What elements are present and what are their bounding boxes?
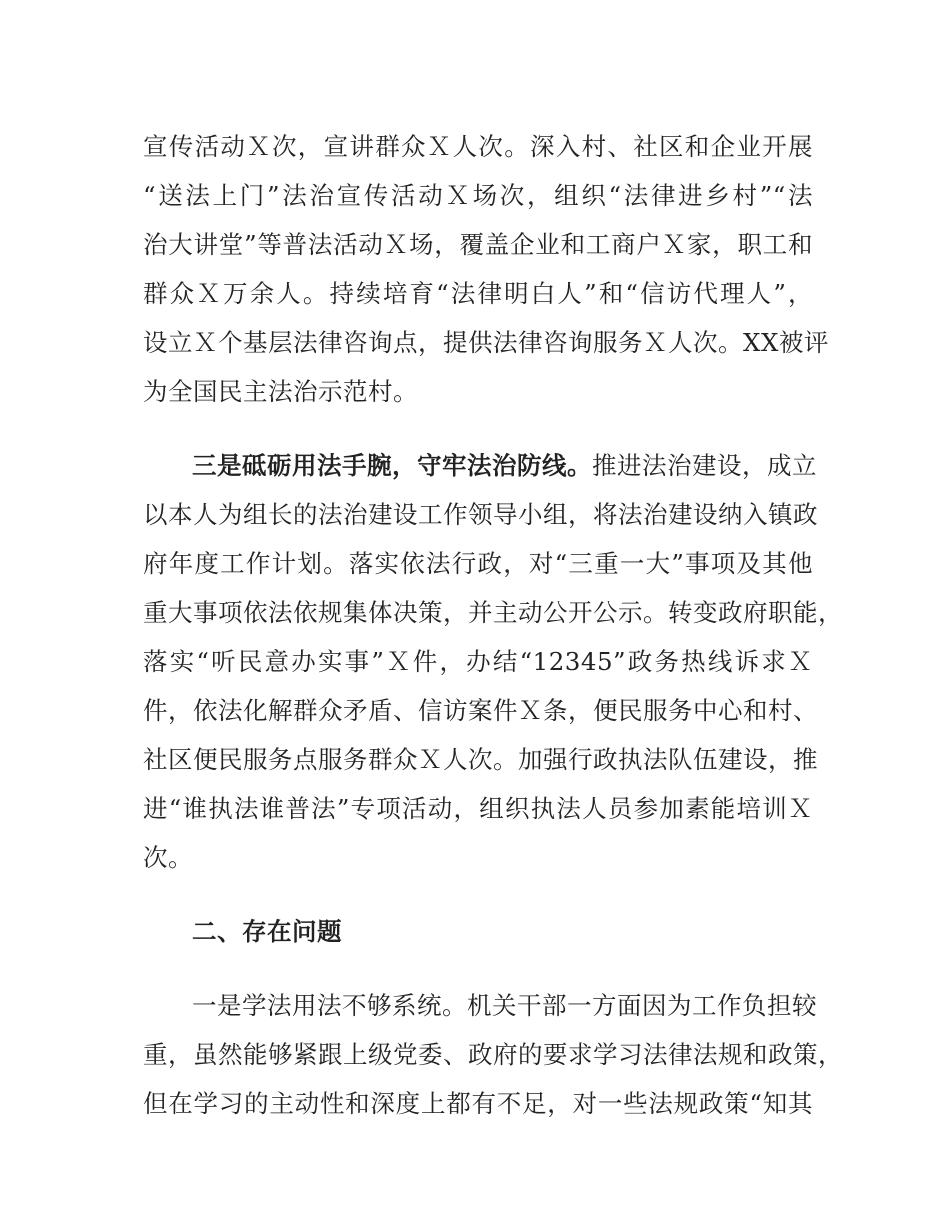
paragraph-first-line xyxy=(143,441,817,490)
paragraph-spacer xyxy=(143,956,813,981)
paragraph-line: 重大事项依法依规集体决策，并主动公开公示。转变政府职能， xyxy=(143,598,843,627)
paragraph-bold-lead: 三是砥砺用法手腕，守牢法治防线。 xyxy=(192,451,592,480)
paragraph-line: 重，虽然能够紧跟上级党委、政府的要求学习法律法规和政策， xyxy=(143,1040,843,1069)
paragraph-line: 社区便民服务点服务群众Ｘ人次。加强行政执法队伍建设，推 xyxy=(143,745,818,774)
document-body xyxy=(143,122,843,1128)
section-heading: 二、存在问题 xyxy=(192,917,342,946)
paragraph-line: 次。 xyxy=(143,843,193,872)
paragraph-line: 府年度工作计划。落实依法行政，对“三重一大”事项及其他 xyxy=(143,549,813,578)
paragraph-line: 进“谁执法谁普法”专项活动，组织执法人员参加素能培训Ｘ xyxy=(143,794,813,823)
paragraph-line: 治大讲堂”等普法活动Ｘ场，覆盖企业和工商户Ｘ家，职工和 xyxy=(143,230,813,259)
paragraph-first-line: 一是学法用法不够系统。机关干部一方面因为工作负担较 xyxy=(192,991,817,1020)
paragraph-line: 落实“听民意办实事”Ｘ件，办结“12345”政务热线诉求Ｘ xyxy=(143,647,813,676)
paragraph-rule-of-law-defense xyxy=(143,441,843,882)
paragraph-existing-problems xyxy=(143,981,843,1128)
paragraph-publicity-results xyxy=(143,122,829,416)
paragraph-line: 以本人为组长的法治建设工作领导小组，将法治建设纳入镇政 xyxy=(143,500,818,529)
paragraph-line-rest: 推进法治建设，成立 xyxy=(592,451,817,480)
paragraph-line: 宣传活动Ｘ次，宣讲群众Ｘ人次。深入村、社区和企业开展 xyxy=(143,132,813,161)
paragraph-line: 群众Ｘ万余人。持续培育“法律明白人”和“信访代理人”， xyxy=(143,279,813,308)
paragraph-line: 但在学习的主动性和深度上都有不足，对一些法规政策“知其 xyxy=(143,1089,813,1118)
paragraph-spacer xyxy=(143,416,813,441)
paragraph-line: 件，依法化解群众矛盾、信访案件Ｘ条，便民服务中心和村、 xyxy=(143,696,818,725)
paragraph-line: “送法上门”法治宣传活动Ｘ场次，组织“法律进乡村”“法 xyxy=(143,181,813,210)
paragraph-line: 为全国民主法治示范村。 xyxy=(143,377,418,406)
paragraph-spacer xyxy=(143,882,813,907)
paragraph-line: 设立Ｘ个基层法律咨询点，提供法律咨询服务Ｘ人次。XX被评 xyxy=(143,328,829,357)
